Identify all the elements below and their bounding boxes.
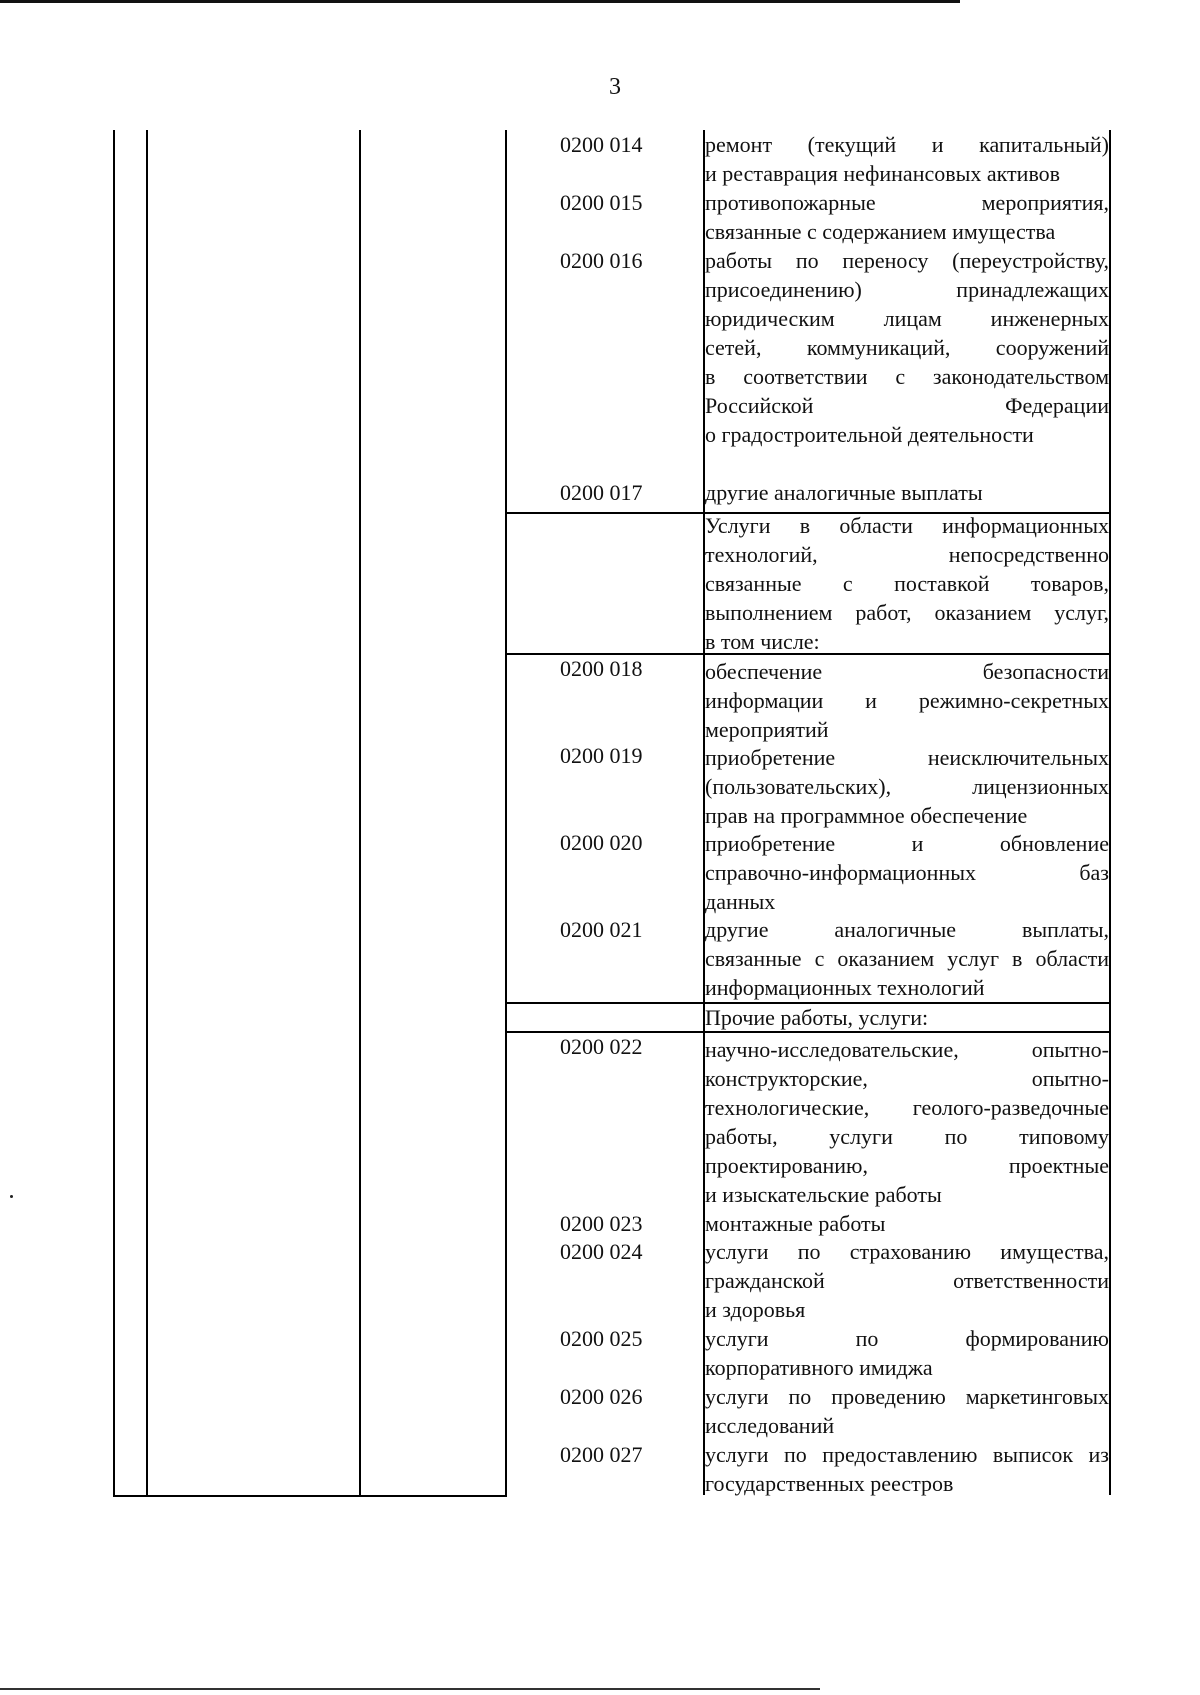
description-line: юридическим лицам инженерных [705,306,1109,331]
scan-edge-bottom [0,1688,820,1690]
description-line: другие аналогичные выплаты, [705,917,1109,942]
description-line: приобретение и обновление [705,831,1109,856]
description-line: государственных реестров [705,1471,954,1496]
description-line: конструкторские, опытно- [705,1066,1109,1091]
row-description [705,1035,1109,1209]
row-code: 0200 026 [560,1384,643,1409]
description-line: другие аналогичные выплаты [705,480,983,505]
row-code: 0200 025 [560,1326,643,1351]
row-code: 0200 020 [560,830,643,855]
row-description [705,1209,1109,1238]
description-line: связанные с оказанием услуг в области [705,946,1109,971]
table-column-divider [146,130,148,1497]
row-description [705,915,1109,1002]
description-line: приобретение неисключительных [705,745,1109,770]
description-line: услуги по страхованию имущества, [705,1239,1109,1264]
row-description [705,1440,1109,1498]
row-description [705,657,1109,744]
row-description [705,130,1109,188]
description-line: информации и режимно-секретных [705,688,1109,713]
description-line: технологические, геолого-разведочные [705,1095,1109,1120]
description-line: монтажные работы [705,1211,886,1236]
description-line: обеспечение безопасности [705,659,1109,684]
scan-speck [10,1195,13,1198]
description-line: в том числе: [705,629,820,654]
description-line: ремонт (текущий и капитальный) [705,132,1109,157]
description-line: и реставрация нефинансовых активов [705,161,1061,186]
description-line: и здоровья [705,1297,806,1322]
row-code: 0200 023 [560,1211,643,1236]
table-border-right [1109,130,1111,1495]
description-line: гражданской ответственности [705,1268,1109,1293]
row-code: 0200 017 [560,480,643,505]
section-heading [705,1003,1109,1032]
row-description [705,1237,1109,1324]
table-border-bottom [113,1495,507,1497]
description-line: информационных технологий [705,975,985,1000]
table-column-divider [359,130,361,1497]
description-line: данных [705,889,776,914]
description-line: в соответствии с законодательством [705,364,1109,389]
description-line: услуги по предоставлению выписок из [705,1442,1109,1467]
description-line: противопожарные мероприятия, [705,190,1109,215]
row-code: 0200 027 [560,1442,643,1467]
description-line: работы, услуги по типовому [705,1124,1109,1149]
row-description [705,478,1109,507]
section-heading [705,511,1109,656]
row-code: 0200 021 [560,917,643,942]
description-line: связанные с поставкой товаров, [705,571,1109,596]
row-code: 0200 024 [560,1239,643,1264]
description-line: справочно-информационных баз [705,860,1109,885]
description-line: корпоративного имиджа [705,1355,933,1380]
row-description [705,1324,1109,1382]
description-line: исследований [705,1413,835,1438]
row-code: 0200 018 [560,656,643,681]
row-description [705,246,1109,449]
description-line: (пользовательских), лицензионных [705,774,1109,799]
description-line: технологий, непосредственно [705,542,1109,567]
description-line: о градостроительной деятельности [705,422,1034,447]
table-column-divider [505,130,507,1497]
page-number: 3 [609,74,621,100]
row-code: 0200 022 [560,1034,643,1059]
description-line: услуги по проведению маркетинговых [705,1384,1109,1409]
description-line: сетей, коммуникаций, сооружений [705,335,1109,360]
description-line: прав на программное обеспечение [705,803,1028,828]
row-code: 0200 019 [560,743,643,768]
table-border-left [113,130,115,1497]
row-description [705,743,1109,830]
description-line: и изыскательские работы [705,1182,942,1207]
description-line: Услуги в области информационных [705,513,1109,538]
row-description [705,829,1109,916]
description-line: связанные с содержанием имущества [705,219,1056,244]
row-code: 0200 015 [560,190,643,215]
row-code: 0200 016 [560,248,643,273]
row-description [705,188,1109,246]
scan-edge-top [0,0,960,3]
row-code: 0200 014 [560,132,643,157]
description-line: Прочие работы, услуги: [705,1005,929,1030]
description-line: работы по переносу (переустройству, [705,248,1109,273]
description-line: услуги по формированию [705,1326,1109,1351]
description-line: мероприятий [705,717,829,742]
row-description [705,1382,1109,1440]
description-line: присоединению) принадлежащих [705,277,1109,302]
description-line: Российской Федерации [705,393,1109,418]
description-line: научно-исследовательские, опытно- [705,1037,1109,1062]
description-line: проектированию, проектные [705,1153,1109,1178]
description-line: выполнением работ, оказанием услуг, [705,600,1109,625]
